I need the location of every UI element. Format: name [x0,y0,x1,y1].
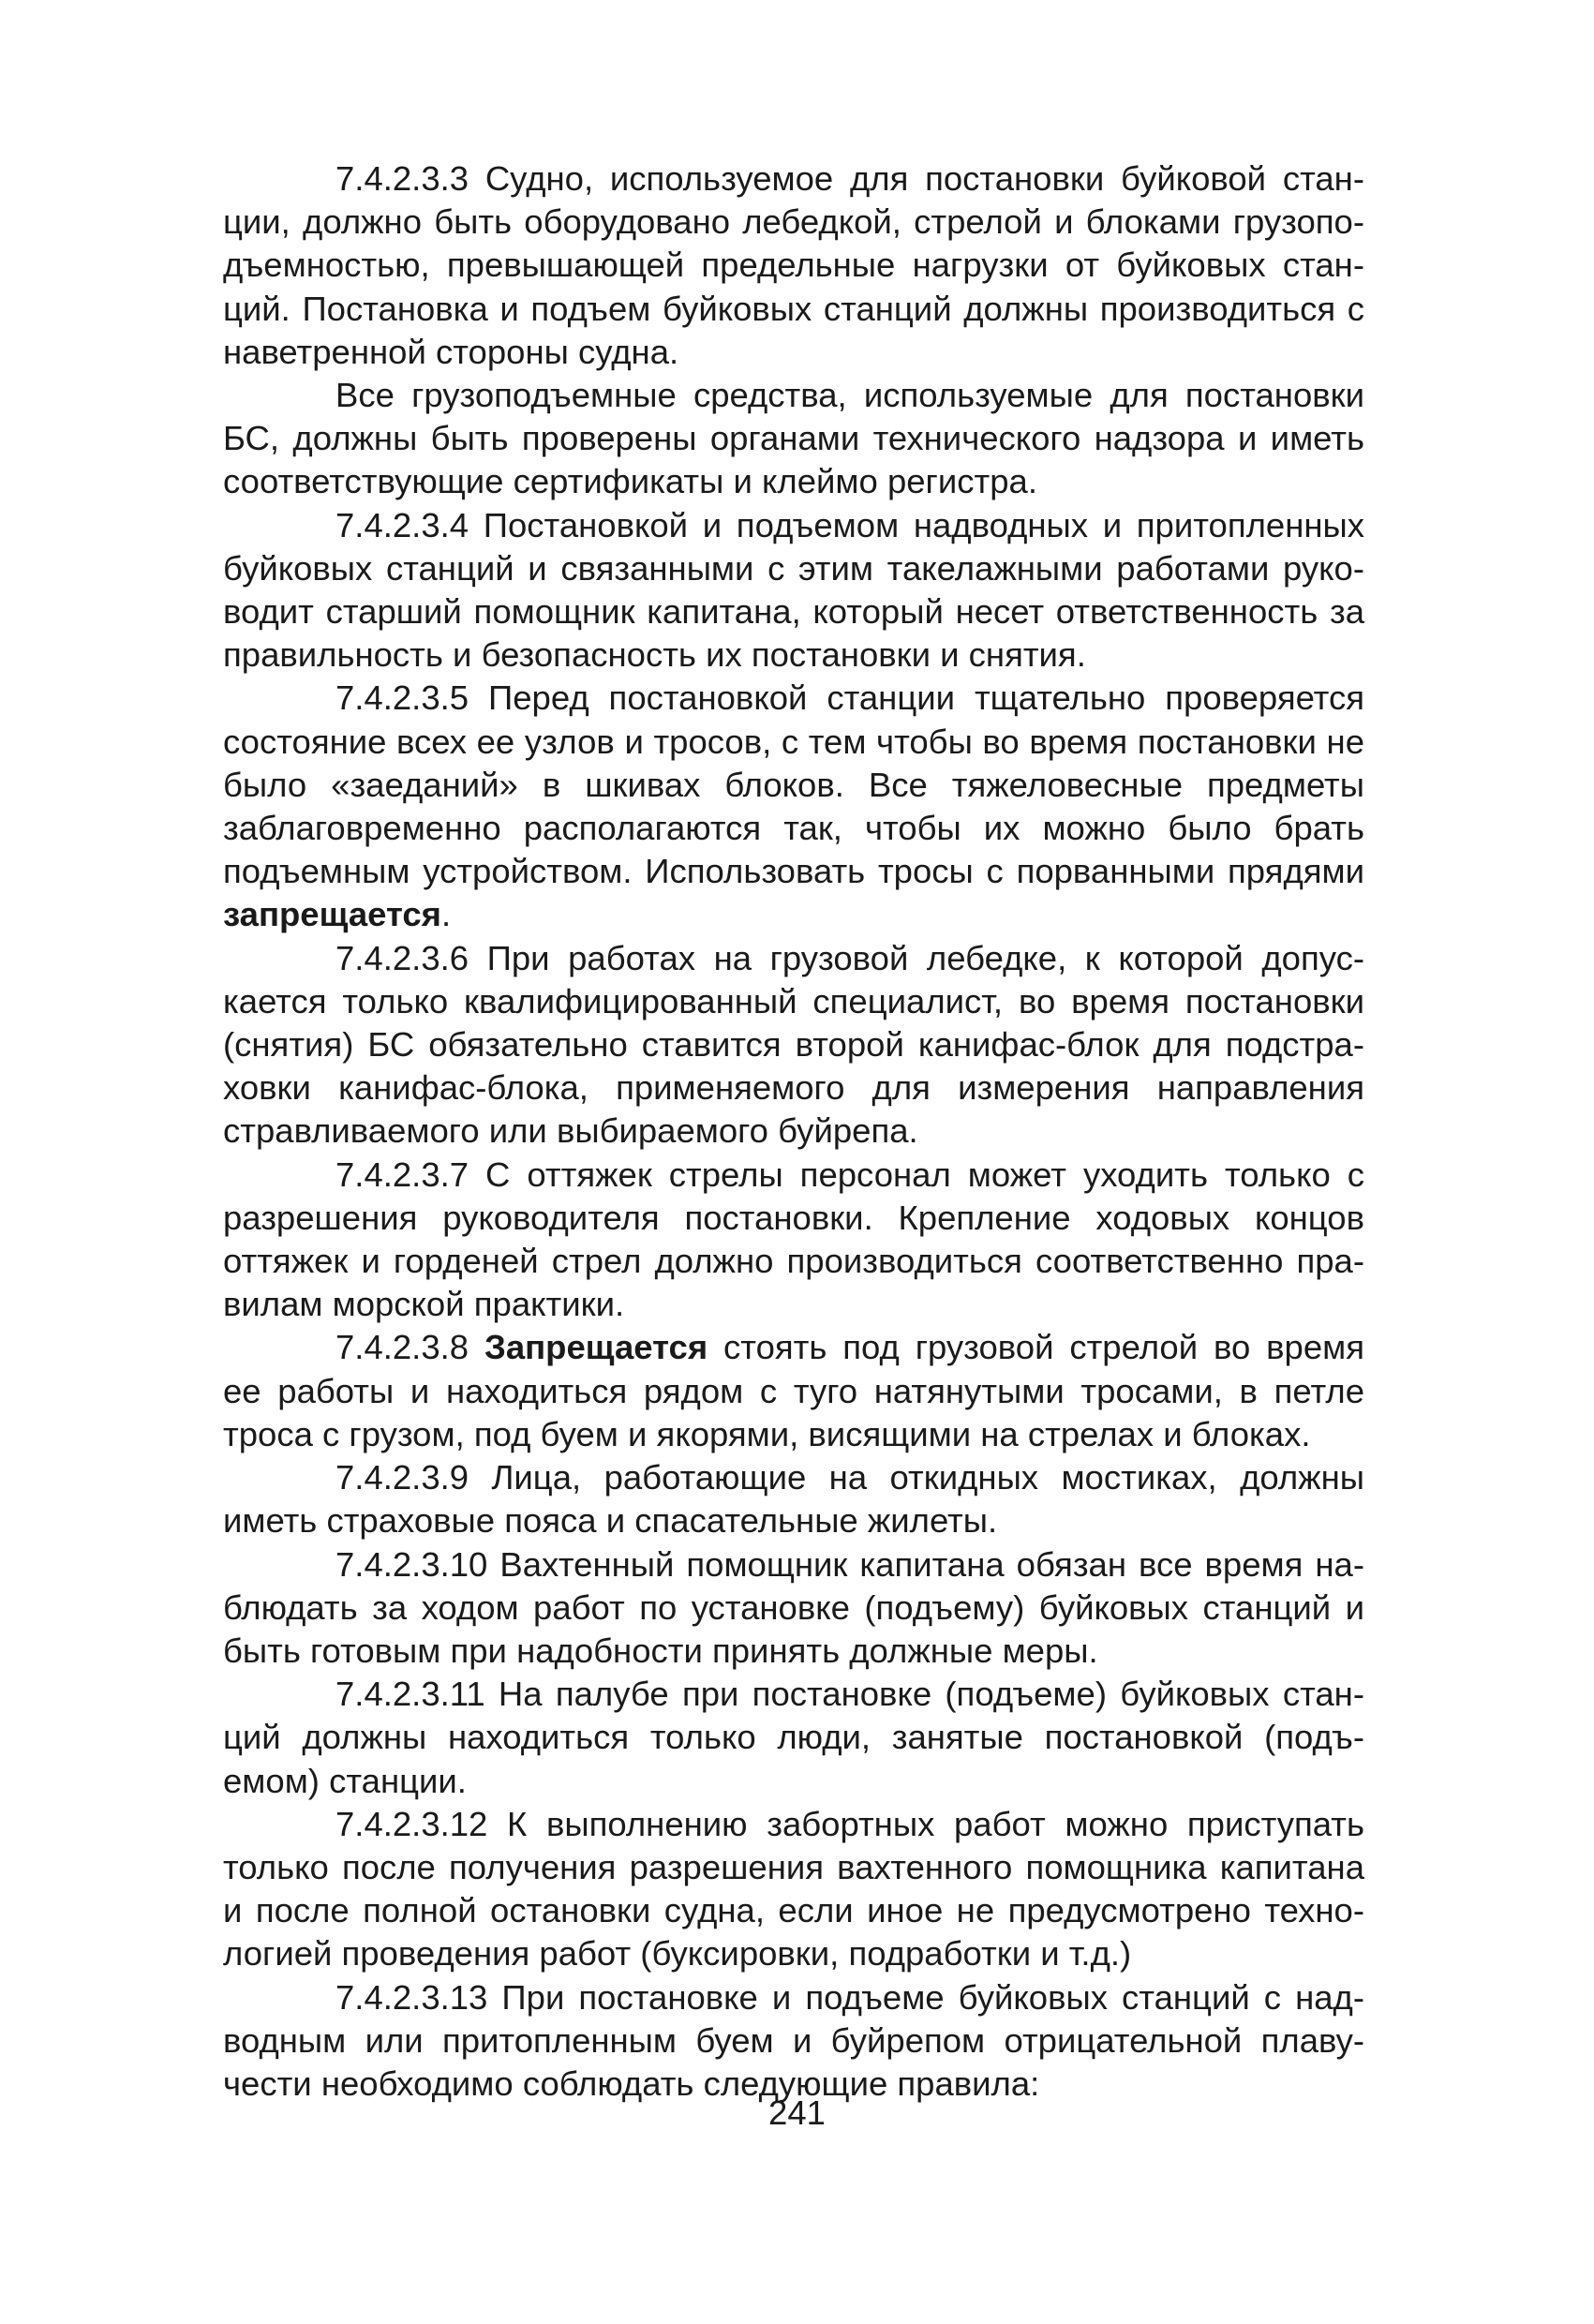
paragraph-text: 7.4.2.3.6 При работах на грузовой лебедке, к которой допускается только квалифицированный специалист, во время постановки (снятия) БС обязательно ставится второй канифас-блок для подстраховки канифас-блока, применяемого для измерения направления стравливаемого или выбираемого буйрепа. [223,938,1364,1151]
paragraph [223,677,1364,936]
paragraph-text: 7.4.2.3.7 С оттяжек стрелы персонал может уходить только с разрешения руководителя постановки. Крепление ходовых концов оттяжек и горденей стрел должно производиться соответственно правилам морской практики. [223,1155,1364,1324]
bold-emphasis: запрещается [223,895,441,934]
paragraph-text: . [440,895,452,934]
paragraph-text: 7.4.2.3.11 На палубе при постановке (подъеме) буйковых станций должны находиться только люди, занятые постановкой (подъемом) станции. [223,1675,1364,1800]
paragraph [223,1673,1364,1803]
paragraph [223,937,1364,1154]
paragraph [223,1543,1364,1674]
paragraph [223,1456,1364,1542]
paragraph-text: стоять под грузовой стрелой во время ее работы и находиться рядом с туго натянутыми тросами, в петле троса с грузом, под буем и якорями, висящими на стрелах и блоках. [223,1328,1364,1453]
document-body [223,157,1364,2106]
paragraph-text: Все грузоподъемные средства, используемые для постановки БС, должны быть проверены органами технического надзора и иметь соответствующие сертификаты и клеймо регистра. [223,376,1364,501]
page-number: 241 [768,2093,826,2132]
paragraph-text: 7.4.2.3.9 Лица, работающие на откидных мостиках, должны иметь страховые пояса и спасательные жилеты. [223,1458,1364,1541]
paragraph-text: 7.4.2.3.3 Судно, используемое для постановки буйковой станции, должно быть оборудовано лебедкой, стрелой и блоками грузоподъемностью, превышающей предельные нагрузки от буйковых станций. Постановка и подъем буйковых станций должны производиться с наветренной стороны судна. [223,159,1364,371]
paragraph-text: 7.4.2.3.13 При постановке и подъеме буйковых станций с надводным или притопленным буем и буйрепом отрицательной плавучести необходимо соблюдать следующие правила: [223,1977,1364,2103]
paragraph [223,157,1364,374]
paragraph-text: 7.4.2.3.12 К выполнению забортных работ можно приступать только после получения разрешения вахтенного помощника капитана и после полной остановки судна, если иное не предусмотрено технологией проведения работ (буксировки, подработки и т.д.) [223,1804,1364,1974]
bold-emphasis: Запрещается [484,1328,708,1367]
paragraph [223,1803,1364,1976]
paragraph [223,504,1364,678]
paragraph [223,1154,1364,1327]
paragraph [223,1976,1364,2107]
paragraph-text: 7.4.2.3.8 [335,1328,484,1367]
paragraph [223,374,1364,504]
paragraph [223,1326,1364,1456]
paragraph-text: 7.4.2.3.4 Постановкой и подъемом надводных и притопленных буйковых станций и связанными с этим такелажными работами руководит старший помощник капитана, который несет ответственность за правильность и безопасность их постановки и снятия. [223,505,1364,675]
paragraph-text: 7.4.2.3.5 Перед постановкой станции тщательно проверяется состояние всех ее узлов и тросов, с тем чтобы во время постановки не было «заеданий» в шкивах блоков. Все тяжеловесные предметы заблаговременно располагаются так, чтобы их можно было брать подъемным устройством. Использовать тросы с порванными прядями [223,678,1364,891]
paragraph-text: 7.4.2.3.10 Вахтенный помощник капитана обязан все время наблюдать за ходом работ по установке (подъему) буйковых станций и быть готовым при надобности принять должные меры. [223,1544,1364,1670]
